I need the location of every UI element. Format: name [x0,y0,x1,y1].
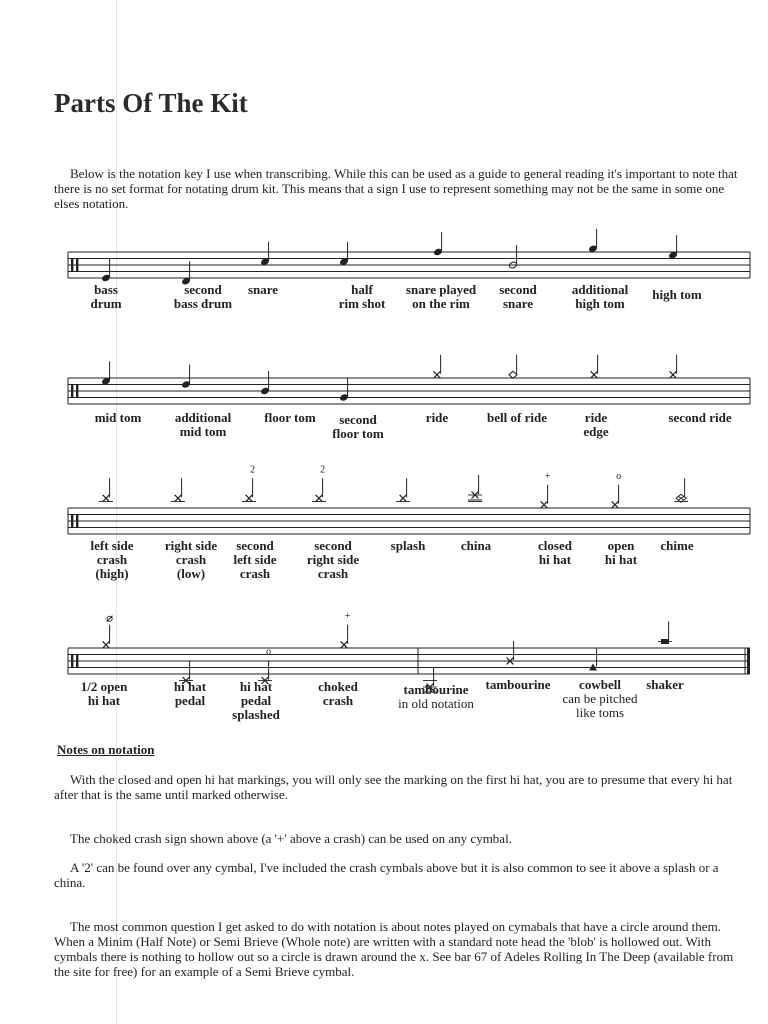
instrument-label [318,680,358,708]
note-symbol [591,355,598,378]
stave-row-4 [0,598,768,688]
label-line: choked [318,679,358,694]
instrument-label [406,283,476,311]
label-line: second [499,282,537,297]
note-symbol [171,478,185,501]
instrument-label [234,539,277,581]
stave-row-2 [0,328,768,418]
final-barline-thick [747,648,750,674]
notation-mark: o [266,646,272,658]
label-line: left side [90,538,134,553]
label-line: bass drum [173,296,233,311]
label-line: left side [233,552,277,567]
instrument-label [90,283,121,311]
label-line: pedal [240,693,272,708]
label-line: tambourine [485,677,551,692]
label-line: floor tom [264,410,316,425]
page-title: Parts Of The Kit [54,88,248,118]
label-line: half [351,282,373,297]
instrument-label [391,539,426,553]
notation-mark: + [344,610,351,622]
label-line: crash [322,693,354,708]
instrument-label [652,288,701,302]
label-line: crash [239,566,271,581]
label-line: (high) [95,566,129,581]
label-line: hi hat [87,693,121,708]
note-symbol [101,361,111,385]
note-paragraph-choked: The choked crash sign shown above (a '+' above a crash) can be used on any cymbal. [70,831,512,846]
stave-row-3 [0,458,768,548]
label-line: bass [94,282,118,297]
label-line: tambourine [403,682,469,697]
instrument-label [572,283,628,311]
label-line: chime [660,538,694,553]
note-symbol [339,242,349,266]
note-symbol [668,235,678,259]
note-symbol [99,478,113,501]
label-line: ride [584,410,608,425]
label-line: edge [583,424,609,439]
notation-mark: + [544,470,551,482]
note-symbol [433,232,443,256]
label-line: hi hat [173,679,207,694]
instrument-label [81,680,128,708]
note-symbol [312,478,326,501]
label-line: on the rim [412,296,470,311]
instrument-label [668,411,731,425]
note-symbol [612,485,619,508]
label-line: second ride [668,410,732,425]
label-line: pedal [174,693,206,708]
label-line: snare [247,282,279,297]
label-line: additional [571,282,629,297]
instrument-label [583,411,608,439]
label-line: crash [96,552,128,567]
label-line: high tom [575,296,625,311]
instrument-label [332,413,383,441]
note-symbol [260,242,270,266]
label-line: shaker [646,677,684,692]
label-line: crash [175,552,207,567]
note-symbol [589,648,597,671]
label-line: second [339,412,377,427]
notation-mark: 2 [250,464,256,476]
intro-paragraph: Below is the notation key I use when transcribing. While this can be used as a guide to general reading it's important to note that there is no set format for notating drum kit. This means that a sign I use to represent something may not be the same in some one elses notation. [54,166,738,211]
instrument-label [307,539,359,581]
note-symbol [103,616,113,648]
note-symbol [674,478,688,502]
label-line: crash [317,566,349,581]
note-symbol [181,365,191,389]
label-line: second [236,538,274,553]
notation-mark: o [616,470,622,482]
instrument-label [605,539,637,567]
label-line: 1/2 open [80,679,128,694]
instrument-label [487,411,547,425]
instrument-label [646,678,684,692]
instrument-label [174,680,206,708]
instrument-label [426,411,448,425]
label-subtext: can be pitched like toms [562,691,638,720]
label-line: high tom [652,287,702,302]
instrument-label [499,283,537,311]
note-symbol [339,378,349,402]
label-line: second [184,282,222,297]
note-symbol [509,355,517,379]
note-symbol [658,622,672,645]
instrument-label [165,539,217,581]
instrument-label [175,411,231,439]
note-symbol [670,355,677,378]
label-line: right side [306,552,360,567]
label-line: floor tom [332,426,384,441]
label-line: closed [538,538,572,553]
note-symbol [396,478,410,501]
label-line: additional [174,410,232,425]
note-paragraph-circle: The most common question I get asked to do with notation is about notes played on cymabals that have a circle around them. When a Minim (Half Note) or Semi Brieve (Whole note) are written with a standard note head the 'blob' is hollowed out. With cymbals there is nothing to hollow out so a circle is drawn around the x. See bar 67 of Adeles Rolling In The Deep (available from the site for free) for an example of a Semi Brieve cymbal. [54,919,734,979]
note-symbol [468,475,482,502]
label-line: hi hat [538,552,572,567]
notes-heading: Notes on notation [57,742,155,757]
instrument-label [538,539,572,567]
instrument-label [461,539,491,553]
instrument-label [660,539,693,553]
note-symbol [541,485,548,508]
label-subtext: in old notation [398,696,474,711]
label-line: (low) [176,566,206,581]
note-symbol [101,258,111,282]
label-line: ride [425,410,449,425]
instrument-label [264,411,315,425]
label-line: hi hat [239,679,273,694]
label-line: china [460,538,492,553]
label-line: splashed [232,707,280,722]
label-line: rim shot [338,296,386,311]
label-line: mid tom [94,410,142,425]
label-line: drum [90,296,122,311]
label-line: right side [164,538,218,553]
instrument-label [91,539,134,581]
instrument-label [339,283,386,311]
label-line: snare played [405,282,477,297]
label-line: snare [502,296,534,311]
instrument-label [562,678,637,720]
label-line: bell of ride [487,410,547,425]
note-symbol [242,478,256,501]
note-symbol [260,371,270,395]
note-symbol [588,229,598,253]
instrument-label [486,678,551,692]
note-paragraph-hihat: With the closed and open hi hat markings, you will only see the marking on the first hi hat, you are to presume that every hi hat after that is the same until marked otherwise. [54,772,733,802]
label-line: second [314,538,352,553]
instrument-label [248,283,278,297]
instrument-label [232,680,280,722]
notation-mark: 2 [320,464,326,476]
label-line: cowbell [579,677,621,692]
stave-row-1 [0,202,768,292]
note-paragraph-two: A '2' can be found over any cymbal, I've included the crash cymbals above but it is also common to see it above a splash or a china. [54,860,719,890]
label-line: hi hat [604,552,638,567]
note-symbol [434,355,441,378]
label-line: open [607,538,635,553]
instrument-label [95,411,142,425]
label-line: mid tom [179,424,227,439]
label-line: splash [390,538,426,553]
note-symbol [341,625,348,648]
instrument-label [398,683,474,711]
instrument-label [174,283,232,311]
